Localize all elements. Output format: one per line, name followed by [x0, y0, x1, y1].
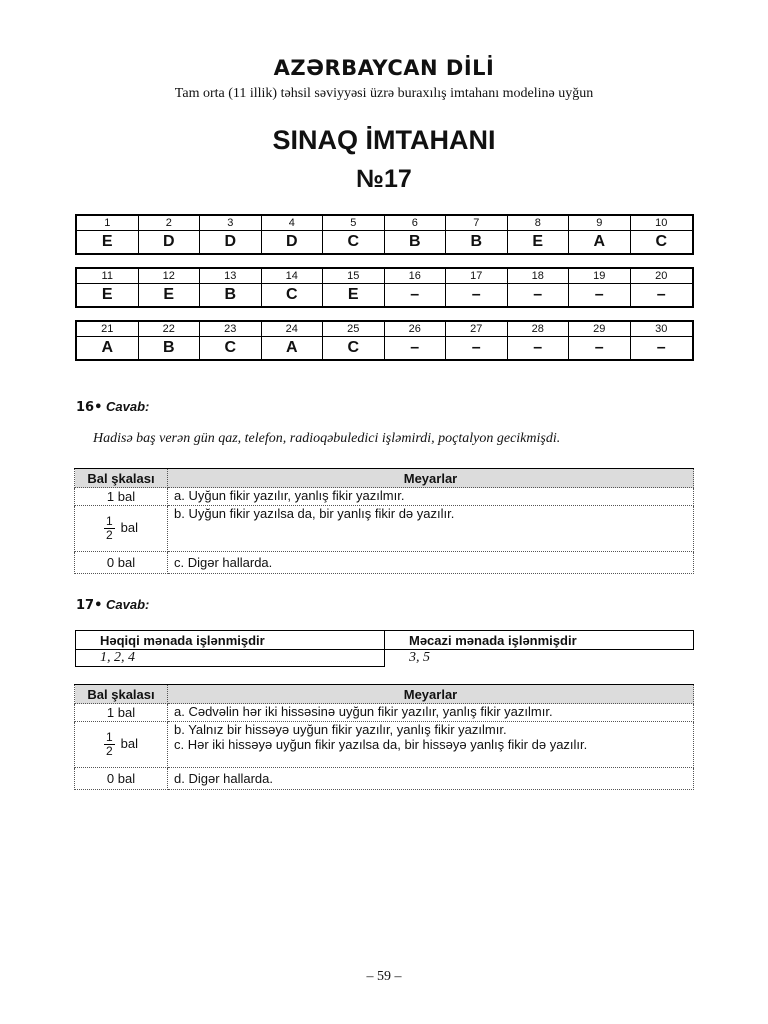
- key-answer: A: [262, 337, 324, 359]
- question-number: 16: [76, 400, 95, 415]
- key-answer: D: [139, 231, 201, 253]
- col-criteria-header: Meyarlar: [168, 469, 694, 488]
- key-number: 22: [139, 322, 201, 337]
- criteria-table-17: [74, 684, 694, 790]
- key-number: 3: [200, 216, 262, 231]
- criteria-text-c: c. Hər iki hissəyə uyğun fikir yazılsa da, bir hissəyə yanlış fikir də yazılır.: [174, 737, 588, 752]
- question-dot: •: [94, 400, 103, 415]
- answer-label: Cavab:: [106, 597, 150, 612]
- question-16-heading: [76, 399, 149, 415]
- literal-answer: 1, 2, 4: [76, 650, 385, 667]
- answer-label: Cavab:: [106, 399, 150, 414]
- key-number: 1: [77, 216, 139, 231]
- key-number: 13: [200, 269, 262, 284]
- key-answer: B: [200, 284, 262, 306]
- answer-key-row-3: [75, 320, 694, 361]
- key-number: 23: [200, 322, 262, 337]
- key-number: 25: [323, 322, 385, 337]
- score-cell: 0 bal: [75, 768, 168, 790]
- key-answer: –: [508, 337, 570, 359]
- key-number: 11: [77, 269, 139, 284]
- criteria-text-b: b. Yalnız bir hissəyə uyğun fikir yazılır, yanlış fikir yazılmır.: [174, 722, 507, 737]
- key-number: 4: [262, 216, 324, 231]
- key-answer: E: [77, 231, 139, 253]
- figurative-answer: 3, 5: [385, 650, 694, 667]
- key-answer: –: [569, 284, 631, 306]
- key-number: 9: [569, 216, 631, 231]
- key-number: 17: [446, 269, 508, 284]
- answer-key-row-1: [75, 214, 694, 255]
- key-answer: C: [323, 231, 385, 253]
- key-answer: –: [385, 337, 447, 359]
- criteria-text: a. Cədvəlin hər iki hissəsinə uyğun fikir yazılır, yanlış fikir yazılmır.: [168, 704, 694, 722]
- exam-title: SINAQ İMTAHANI: [272, 125, 496, 155]
- key-number: 10: [631, 216, 693, 231]
- key-number: 2: [139, 216, 201, 231]
- key-number: 16: [385, 269, 447, 284]
- key-answer: D: [200, 231, 262, 253]
- exam-number: №17: [356, 165, 412, 193]
- key-answer: E: [139, 284, 201, 306]
- key-answer: D: [262, 231, 324, 253]
- key-answer: E: [77, 284, 139, 306]
- key-answer: –: [446, 337, 508, 359]
- key-answer: C: [200, 337, 262, 359]
- criteria-table-16: [74, 468, 694, 574]
- fraction-numerator: 1: [105, 514, 113, 528]
- answer-key-row-2: [75, 267, 694, 308]
- meaning-table: [75, 630, 694, 667]
- score-unit: bal: [120, 519, 139, 535]
- key-number: 15: [323, 269, 385, 284]
- fraction-denominator: 2: [105, 744, 113, 758]
- score-cell-half: [75, 506, 168, 552]
- score-cell: 0 bal: [75, 552, 168, 574]
- key-number: 18: [508, 269, 570, 284]
- criteria-text: d. Digər hallarda.: [168, 768, 694, 790]
- key-number: 7: [446, 216, 508, 231]
- score-cell: 1 bal: [75, 488, 168, 506]
- fraction: [104, 515, 115, 542]
- key-answer: A: [77, 337, 139, 359]
- key-answer: –: [656, 339, 666, 356]
- score-cell: 1 bal: [75, 704, 168, 722]
- key-answer: E: [508, 231, 570, 253]
- key-answer: –: [508, 284, 570, 306]
- page-number: – 59 –: [366, 969, 402, 984]
- key-number: 14: [262, 269, 324, 284]
- question-dot: •: [94, 598, 103, 613]
- key-answer: C: [262, 284, 324, 306]
- key-number: 21: [77, 322, 139, 337]
- key-answer: C: [655, 233, 668, 250]
- key-number: 5: [323, 216, 385, 231]
- fraction-denominator: 2: [105, 528, 113, 542]
- col-figurative-header: Məcazi mənada işlənmişdir: [385, 631, 694, 650]
- key-answer: –: [446, 284, 508, 306]
- key-number: 12: [139, 269, 201, 284]
- key-number: 27: [446, 322, 508, 337]
- key-answer: B: [139, 337, 201, 359]
- criteria-text: b. Uyğun fikir yazılsa da, bir yanlış fikir də yazılır.: [168, 506, 694, 552]
- key-number: 30: [631, 322, 693, 337]
- criteria-text: a. Uyğun fikir yazılır, yanlış fikir yazılmır.: [168, 488, 694, 506]
- criteria-text: [168, 722, 694, 768]
- key-number: 20: [631, 269, 693, 284]
- key-number: 19: [569, 269, 631, 284]
- key-answer: –: [385, 284, 447, 306]
- key-answer: C: [323, 337, 385, 359]
- col-criteria-header: Meyarlar: [168, 685, 694, 704]
- question-16-answer: Hadisə baş verən gün qaz, telefon, radioqəbuledici işləmirdi, poçtalyon gecikmişdi.: [93, 431, 561, 446]
- key-number: 26: [385, 322, 447, 337]
- key-answer: A: [569, 231, 631, 253]
- subtitle: Tam orta (11 illik) təhsil səviyyəsi üzrə buraxılış imtahanı modelinə uyğun: [174, 86, 594, 101]
- key-number: 28: [508, 322, 570, 337]
- subject-title: AZƏRBAYCAN DİLİ: [273, 56, 495, 80]
- col-scale-header: Bal şkalası: [75, 685, 168, 704]
- fraction: [104, 731, 115, 758]
- question-number: 17: [76, 598, 95, 613]
- col-literal-header: Həqiqi mənada işlənmişdir: [76, 631, 385, 650]
- key-number: 6: [385, 216, 447, 231]
- key-answer: B: [446, 231, 508, 253]
- question-17-heading: [76, 597, 149, 613]
- key-answer: –: [569, 337, 631, 359]
- criteria-text: c. Digər hallarda.: [168, 552, 694, 574]
- key-answer: B: [385, 231, 447, 253]
- score-unit: bal: [120, 735, 139, 751]
- score-cell-half: [75, 722, 168, 768]
- key-answer: –: [656, 286, 666, 303]
- fraction-numerator: 1: [105, 730, 113, 744]
- key-number: 29: [569, 322, 631, 337]
- col-scale-header: Bal şkalası: [75, 469, 168, 488]
- key-number: 8: [508, 216, 570, 231]
- key-number: 24: [262, 322, 324, 337]
- key-answer: E: [323, 284, 385, 306]
